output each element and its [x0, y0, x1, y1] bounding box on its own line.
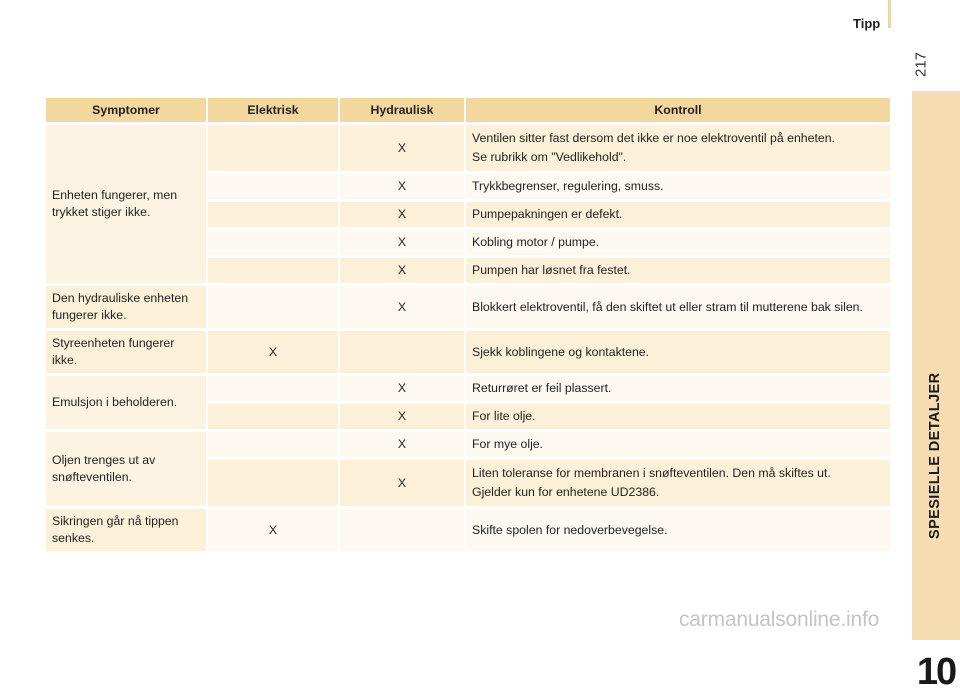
kontroll-text: For mye olje.: [472, 437, 544, 451]
elektrisk-cell: X: [208, 509, 338, 551]
chapter-title: SPESIELLE DETALJER: [927, 372, 943, 539]
symptom-cell: Emulsjon i beholderen.: [46, 376, 206, 429]
header-symptomer: Symptomer: [46, 98, 206, 122]
kontroll-text: Returrøret er feil plassert.: [472, 381, 612, 395]
kontroll-cell: [466, 286, 890, 328]
elektrisk-cell: [208, 258, 338, 283]
symptom-cell: Den hydrauliske enheten fungerer ikke.: [46, 286, 206, 328]
hydraulisk-cell: X: [340, 432, 464, 457]
kontroll-cell: [466, 404, 890, 429]
kontroll-text: Blokkert elektroventil, få den skiftet ut eller stram til mutterene bak silen.: [472, 299, 863, 314]
kontroll-cell: [466, 331, 890, 373]
table-row: [46, 509, 890, 551]
table-row: [46, 376, 890, 401]
elektrisk-cell: X: [208, 331, 338, 373]
header-hydraulisk: Hydraulisk: [340, 98, 464, 122]
table-row: [46, 331, 890, 373]
kontroll-text: Gjelder kun for enhetene UD2386.: [472, 485, 660, 499]
kontroll-text: Trykkbegrenser, regulering, smuss.: [472, 179, 664, 193]
kontroll-text: Pumpen har løsnet fra festet.: [472, 263, 631, 277]
hydraulisk-cell: X: [340, 125, 464, 171]
kontroll-text: Sjekk koblingene og kontaktene.: [472, 344, 650, 359]
kontroll-text: Skifte spolen for nedoverbevegelse.: [472, 522, 668, 537]
kontroll-cell: [466, 230, 890, 255]
table-header-row: [46, 98, 890, 122]
elektrisk-cell: [208, 230, 338, 255]
symptom-cell: Enheten fungerer, men trykket stiger ikke.: [46, 125, 206, 283]
elektrisk-cell: [208, 286, 338, 328]
chapter-side-tab: [912, 91, 960, 693]
elektrisk-cell: [208, 125, 338, 171]
symptom-cell: Oljen trenges ut av snøfteventilen.: [46, 432, 206, 506]
elektrisk-cell: [208, 174, 338, 199]
kontroll-cell: [466, 202, 890, 227]
kontroll-cell: [466, 125, 890, 171]
header-elektrisk: Elektrisk: [208, 98, 338, 122]
elektrisk-cell: [208, 202, 338, 227]
kontroll-cell: [466, 432, 890, 457]
hydraulisk-cell: X: [340, 230, 464, 255]
elektrisk-cell: [208, 404, 338, 429]
table-row: [46, 286, 890, 328]
kontroll-text: For lite olje.: [472, 409, 536, 423]
table-row: [46, 432, 890, 457]
hydraulisk-cell: [340, 509, 464, 551]
hydraulisk-cell: X: [340, 376, 464, 401]
table-body: [46, 125, 890, 551]
kontroll-cell: [466, 258, 890, 283]
header-divider: [888, 0, 891, 28]
hydraulisk-cell: X: [340, 174, 464, 199]
kontroll-text: Kobling motor / pumpe.: [472, 235, 600, 249]
kontroll-text: Liten toleranse for membranen i snøfteventilen. Den må skiftes ut.: [472, 466, 831, 480]
watermark: carmanualsonline.info: [679, 608, 880, 631]
elektrisk-cell: [208, 432, 338, 457]
table-row: [46, 125, 890, 171]
symptom-cell: Sikringen går nå tippen senkes.: [46, 509, 206, 551]
chapter-number: 10: [916, 651, 956, 693]
elektrisk-cell: [208, 460, 338, 506]
header-kontroll: Kontroll: [466, 98, 890, 122]
page-header-title: Tipp: [853, 16, 881, 31]
kontroll-cell: [466, 376, 890, 401]
hydraulisk-cell: X: [340, 202, 464, 227]
kontroll-text: Ventilen sitter fast dersom det ikke er noe elektroventil på enheten.: [472, 131, 835, 145]
kontroll-cell: [466, 509, 890, 551]
kontroll-text: Se rubrikk om "Vedlikehold".: [472, 150, 627, 164]
symptom-cell: Styreenheten fungerer ikke.: [46, 331, 206, 373]
hydraulisk-cell: X: [340, 258, 464, 283]
hydraulisk-cell: X: [340, 460, 464, 506]
kontroll-cell: [466, 174, 890, 199]
hydraulisk-cell: X: [340, 286, 464, 328]
hydraulisk-cell: X: [340, 404, 464, 429]
kontroll-cell: [466, 460, 890, 506]
kontroll-text: Pumpepakningen er defekt.: [472, 207, 623, 221]
page-number: 217: [912, 51, 930, 78]
troubleshooting-table: [44, 95, 892, 554]
elektrisk-cell: [208, 376, 338, 401]
hydraulisk-cell: [340, 331, 464, 373]
